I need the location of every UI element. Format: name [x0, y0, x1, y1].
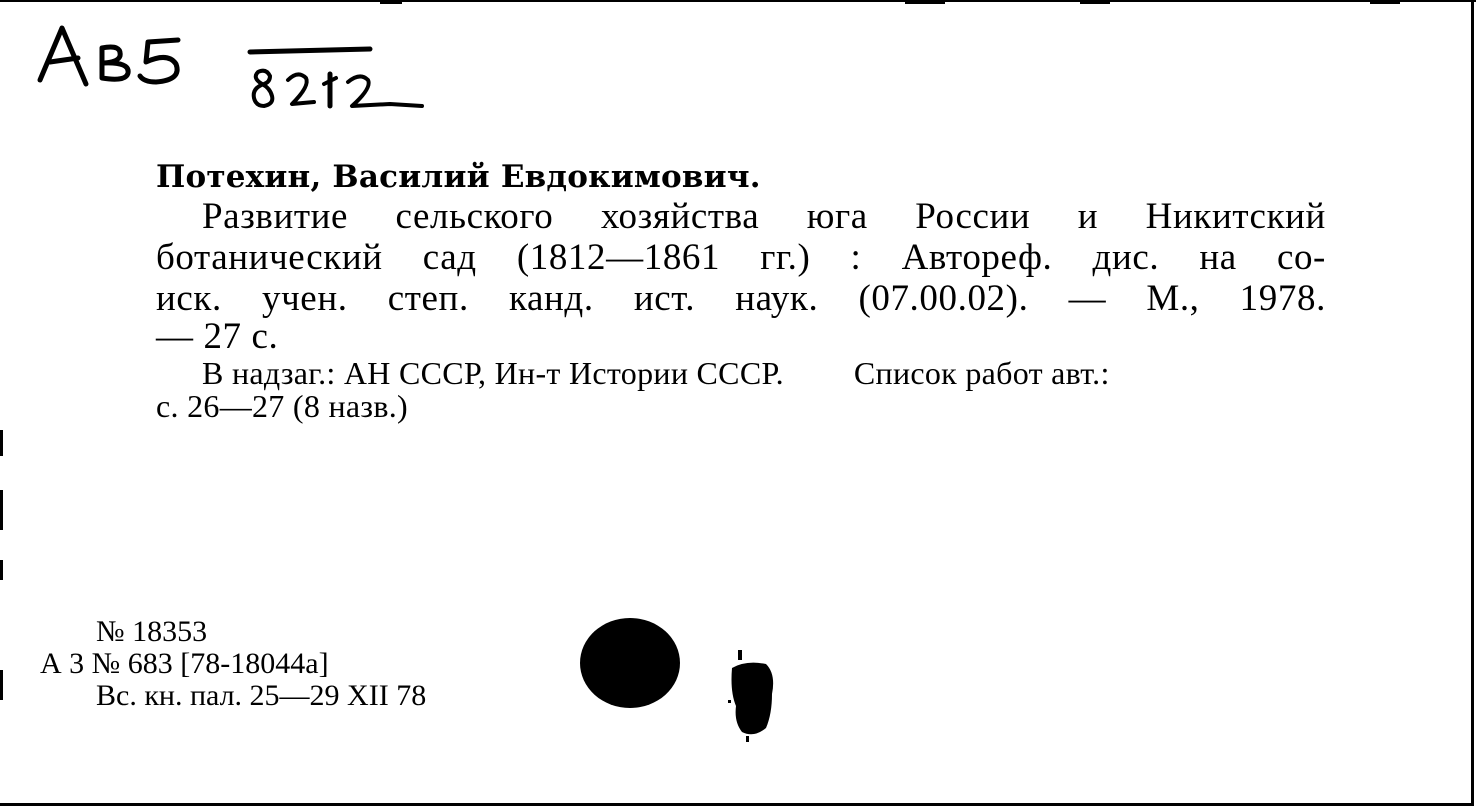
note-line-1 [156, 357, 1326, 390]
word: гг.) [760, 237, 811, 278]
word: наук. [735, 278, 819, 319]
note-superheading: В надзаг.: АН СССР, Ин-т Истории СССР. [202, 355, 784, 391]
word: сад [422, 237, 477, 278]
word: со- [1276, 237, 1326, 278]
note-line-2: с. 26—27 (8 назв.) [156, 388, 408, 424]
word: сельского [395, 196, 554, 237]
word: и [1077, 196, 1099, 237]
word: юга [806, 196, 868, 237]
card-top-edge [0, 0, 1476, 4]
title-line-2 [156, 237, 1326, 278]
chamber-date: Вс. кн. пал. 25—29 XII 78 [96, 679, 427, 712]
note-bibliography: Список работ авт.: [853, 355, 1110, 391]
word: : [850, 237, 862, 278]
word: ист. [633, 278, 696, 319]
word: 1978. [1239, 278, 1326, 319]
word: ботанический [156, 237, 383, 278]
word: дис. [1092, 237, 1160, 278]
word: (1812—1861 [516, 237, 721, 278]
word: канд. [508, 278, 594, 319]
catalog-entry [156, 158, 1326, 423]
author-heading: Потехин, Василий Евдокимович. [156, 159, 761, 195]
word: Никитский [1145, 196, 1326, 237]
word: Развитие [202, 196, 349, 237]
word: России [915, 196, 1031, 237]
word: Автореф. [901, 237, 1053, 278]
title-line-1 [156, 196, 1326, 237]
punch-hole-marks [570, 610, 790, 750]
word: М., [1146, 278, 1200, 319]
word: — [1068, 278, 1107, 319]
word: на [1199, 237, 1237, 278]
word: хозяйства [600, 196, 760, 237]
card-left-edge-marks [0, 430, 4, 710]
pagination: — 27 с. [156, 316, 279, 357]
registration-code: А 3 № 683 [78-18044а] [40, 647, 329, 680]
title-line-3 [156, 278, 1326, 319]
registration-block [40, 616, 426, 712]
word: иск. [156, 278, 222, 319]
handwritten-shelfmark [30, 18, 450, 128]
record-number: № 18353 [96, 615, 208, 648]
word: степ. [387, 278, 469, 319]
word: (07.00.02). [858, 278, 1029, 319]
word: учен. [262, 278, 348, 319]
